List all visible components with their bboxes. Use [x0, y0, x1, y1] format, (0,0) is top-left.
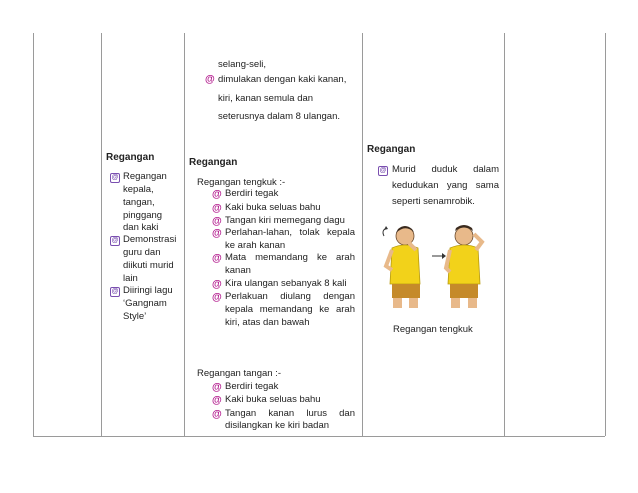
col2-item-line: Regangan	[123, 171, 167, 182]
hand-title: Regangan tangan :-	[197, 368, 281, 379]
table-border	[362, 33, 363, 436]
hand-item-line: Kaki buka seluas bahu	[225, 394, 321, 405]
col2-item-line: pinggang	[123, 210, 163, 221]
table-border	[184, 33, 185, 436]
col3-top-line: kiri, kanan semula dan	[218, 93, 314, 104]
swirl-bullet-icon: @	[212, 409, 222, 420]
col2-item-line: ‘Gangnam	[123, 298, 167, 309]
illustration-caption: Regangan tengkuk	[393, 324, 473, 335]
hand-item-line: disilangkan ke kiri badan	[225, 420, 330, 431]
col3-top-line: seterusnya dalam 8 ulangan.	[218, 111, 340, 122]
neck-item-line: Perlahan-lahan, tolak kepala	[225, 227, 355, 238]
table-border	[33, 33, 34, 436]
table-border	[605, 33, 606, 436]
col2-item-line: tangan,	[123, 197, 155, 208]
neck-title: Regangan tengkuk :-	[197, 177, 286, 188]
col2-item-line: diikuti murid	[123, 260, 174, 271]
neck-item-line: Perlakuan diulang dengan	[225, 291, 355, 302]
col4-text-line: Murid duduk dalam	[392, 164, 499, 175]
neck-stretch-illustration	[378, 222, 488, 310]
col2-item-line: guru dan	[123, 247, 161, 258]
neck-item-line: kiri, atas dan bawah	[225, 317, 310, 328]
swirl-bullet-icon: @	[212, 216, 222, 227]
swirl-bullet-icon: @	[212, 253, 222, 264]
col4-text-line: seperti senamrobik.	[392, 196, 475, 207]
col2-item-line: Demonstrasi	[123, 234, 177, 245]
col4-heading: Regangan	[367, 144, 416, 155]
boxed-bullet-icon: @	[111, 237, 119, 244]
col2-item-line: lain	[123, 273, 138, 284]
neck-item-line: kanan	[225, 265, 251, 276]
swirl-bullet-icon: @	[212, 382, 222, 393]
swirl-bullet-icon: @	[212, 395, 222, 406]
table-border	[504, 33, 505, 436]
col2-heading: Regangan	[106, 152, 155, 163]
neck-item-line: kepala memandang ke arah	[225, 304, 355, 315]
swirl-bullet-icon: @	[212, 279, 222, 290]
col2-item-line: dan kaki	[123, 222, 159, 233]
col2-item-line: Style’	[123, 311, 147, 322]
col3-heading: Regangan	[189, 157, 238, 168]
boxed-bullet-icon: @	[111, 288, 119, 295]
col3-top-line: dimulakan dengan kaki kanan,	[218, 74, 347, 85]
table-border	[33, 436, 605, 437]
swirl-bullet-icon: @	[212, 189, 222, 200]
neck-item-line: Kira ulangan sebanyak 8 kali	[225, 278, 347, 289]
col2-item-line: kepala,	[123, 184, 154, 195]
neck-item-line: ke arah kanan	[225, 240, 286, 251]
neck-item-line: Mata memandang ke arah	[225, 252, 355, 263]
hand-item-line: Tangan kanan lurus dan	[225, 408, 355, 419]
swirl-bullet-icon: @	[212, 228, 222, 239]
neck-item-line: Kaki buka seluas bahu	[225, 202, 321, 213]
col3-top-line: selang-seli,	[218, 59, 267, 70]
neck-item-line: Tangan kiri memegang dagu	[225, 215, 345, 226]
swirl-bullet-icon: @	[212, 292, 222, 303]
table-border	[101, 33, 102, 436]
swirl-bullet-icon: @	[212, 203, 222, 214]
neck-item-line: Berdiri tegak	[225, 188, 279, 199]
boxed-bullet-icon: @	[379, 167, 387, 174]
swirl-bullet-icon: @	[205, 74, 215, 85]
col4-text-line: kedudukan yang sama	[392, 180, 499, 191]
hand-item-line: Berdiri tegak	[225, 381, 279, 392]
col2-item-line: Diiringi lagu	[123, 285, 173, 296]
boxed-bullet-icon: @	[111, 174, 119, 181]
